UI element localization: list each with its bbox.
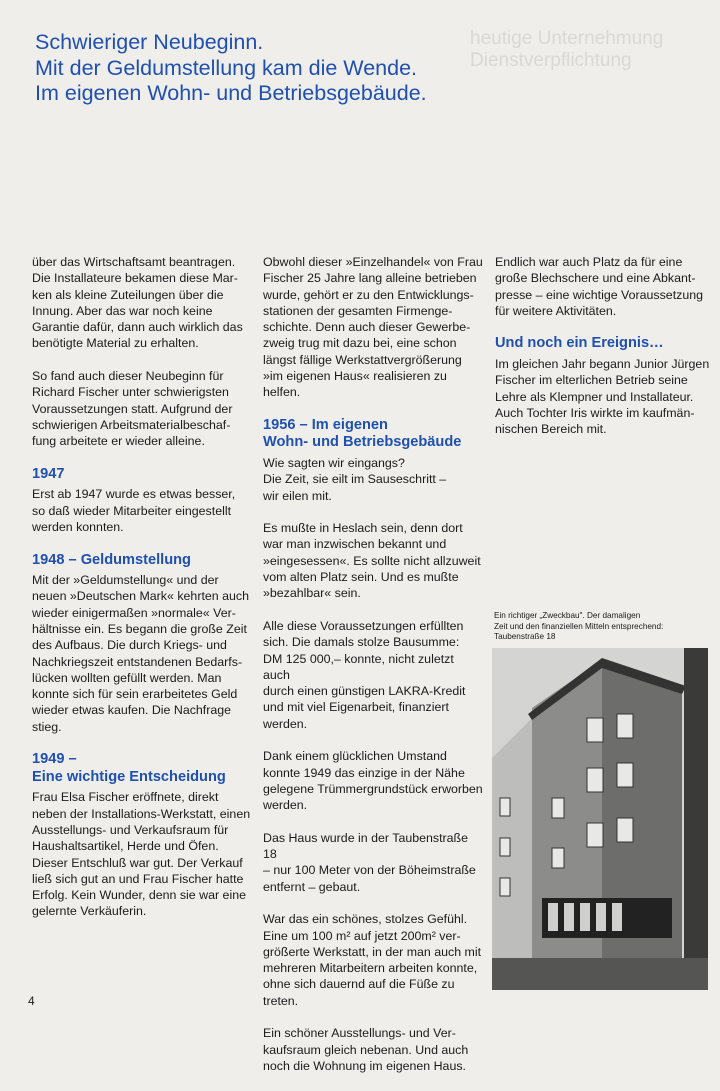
section-heading: Und noch ein Ereignis… [495, 335, 664, 352]
text-column-2 [263, 254, 483, 1091]
paragraph: Es mußte in Heslach sein, denn dort war man inzwischen bekannt und »eingesessen«. Es sollte nicht allzuweit vom alten Platz sein. Und es mußte »bezahlbar« sein. [263, 521, 481, 601]
section-heading: 1948 – Geldumstellung [32, 551, 191, 568]
title-line: Im eigenen Wohn- und Betriebsgebäude. [35, 81, 427, 105]
section-heading: 1947 [32, 465, 65, 482]
bleed-through-text [470, 28, 663, 72]
paragraph: Frau Elsa Fischer eröffnete, direkt neben der Installations-Werkstatt, einen Ausstellungs- und Verkaufsraum für Haushaltsartikel, Herde und Öfen. Dieser Entschluß war gut. Der Verkauf ließ sich gut an und Frau Fischer hatte Erfolg. Kein Wunder, denn sie war eine gelernte Verkäuferin. [32, 790, 251, 919]
page-number: 4 [28, 994, 35, 1008]
paragraph: Alle diese Voraussetzungen erfüllten sich. Die damals stolze Bausumme: DM 125 000,– konnte, nicht zuletzt auch durch einen günstigen LAKRA-Kredit und mit viel Eigenarbeit, finanziert werden. [263, 618, 466, 731]
building-photo [492, 648, 708, 990]
paragraph: So fand auch dieser Neubeginn für Richard Fischer unter schwierigsten Voraussetzungen statt. Aufgrund der schwierigen Arbeitsmaterialbeschaf- fung arbeitete er wieder alleine. [32, 369, 233, 449]
paragraph: Obwohl dieser »Einzelhandel« von Frau Fischer 25 Jahre lang alleine betrieben wurde, gehört er zu den Entwicklungs- stationen der gesamten Firmenge- schichte. Denn auch dieser Gewerbe- zweig trug mit dazu bei, eine schon längst fällige Werkstattvergrößerung »im eigenen Haus« realisieren zu helfen. [263, 255, 483, 400]
title-line: Schwieriger Neubeginn. [35, 30, 264, 54]
paragraph: Das Haus wurde in der Taubenstraße 18 – nur 100 Meter von der Böheimstraße entfernt – gebaut. [263, 830, 476, 894]
section-heading: 1949 – Eine wichtige Entscheidung [32, 751, 226, 785]
paragraph: Im gleichen Jahr begann Junior Jürgen Fischer im elterlichen Betrieb seine Lehre als Klempner und Installateur. Auch Tochter Iris wirkte im kaufmän- nischen Bereich mit. [495, 356, 710, 437]
paragraph: Ein schöner Ausstellungs- und Ver- kaufsraum gleich nebenan. Und auch noch die Wohnung im eigenen Haus. [263, 1026, 469, 1073]
page-title [35, 30, 427, 107]
photo-caption: Ein richtiger „Zweckbau". Der damaligen Zeit und den finanziellen Mitteln entsprechend: Taubenstraße 18 [494, 611, 664, 641]
paragraph: Dank einem glücklichen Umstand konnte 1949 das einzige in der Nähe gelegene Trümmergrundstück erworben werden. [263, 749, 483, 813]
paragraph: Endlich war auch Platz da für eine große Blechschere und eine Abkant- presse – eine wichtige Voraussetzung für weitere Aktivitäten. [495, 255, 704, 318]
text-column-3 [495, 254, 715, 454]
bleed-through-line: heutige Unternehmung [470, 28, 664, 49]
paragraph: Wie sagten wir eingangs? Die Zeit, sie eilt im Sauseschritt – wir eilen mit. [263, 455, 447, 503]
paragraph: Erst ab 1947 wurde es etwas besser, so daß wieder Mitarbeiter eingestellt werden konnten. [32, 487, 236, 534]
title-line: Mit der Geldumstellung kam die Wende. [35, 55, 418, 80]
section-heading: 1956 – Im eigenen Wohn- und Betriebsgebäude [263, 416, 462, 451]
paragraph: über das Wirtschaftsamt beantragen. Die Installateure bekamen diese Mar- ken als kleine Zuteilungen über die Innung. Aber das war noch keine Garantie dafür, dann auch wirklich das benötigte Material zu erhalten. [32, 255, 243, 351]
bleed-through-line: Dienstverpflichtung [470, 50, 632, 71]
paragraph: Mit der »Geldumstellung« und der neuen »Deutschen Mark« kehrten auch wieder einigermaßen »normale« Ver- hältnisse ein. Es begann die große Zeit des Aufbaus. Die durch Kriegs- und Nachkriegszeit entstandenen Bedarfs- lücken wollten gefüllt werden. Man konnte sich für sein erarbeitetes Geld wieder etwas kaufen. Die Nachfrage stieg. [32, 573, 249, 734]
paragraph: War das ein schönes, stolzes Gefühl. Eine um 100 m² auf jetzt 200m² ver- größerte Werkstatt, in der man auch mit mehreren Mitarbeitern arbeiten konnte, ohne sich dauernd auf die Füße zu treten. [263, 912, 482, 1008]
text-column-1 [32, 254, 252, 936]
